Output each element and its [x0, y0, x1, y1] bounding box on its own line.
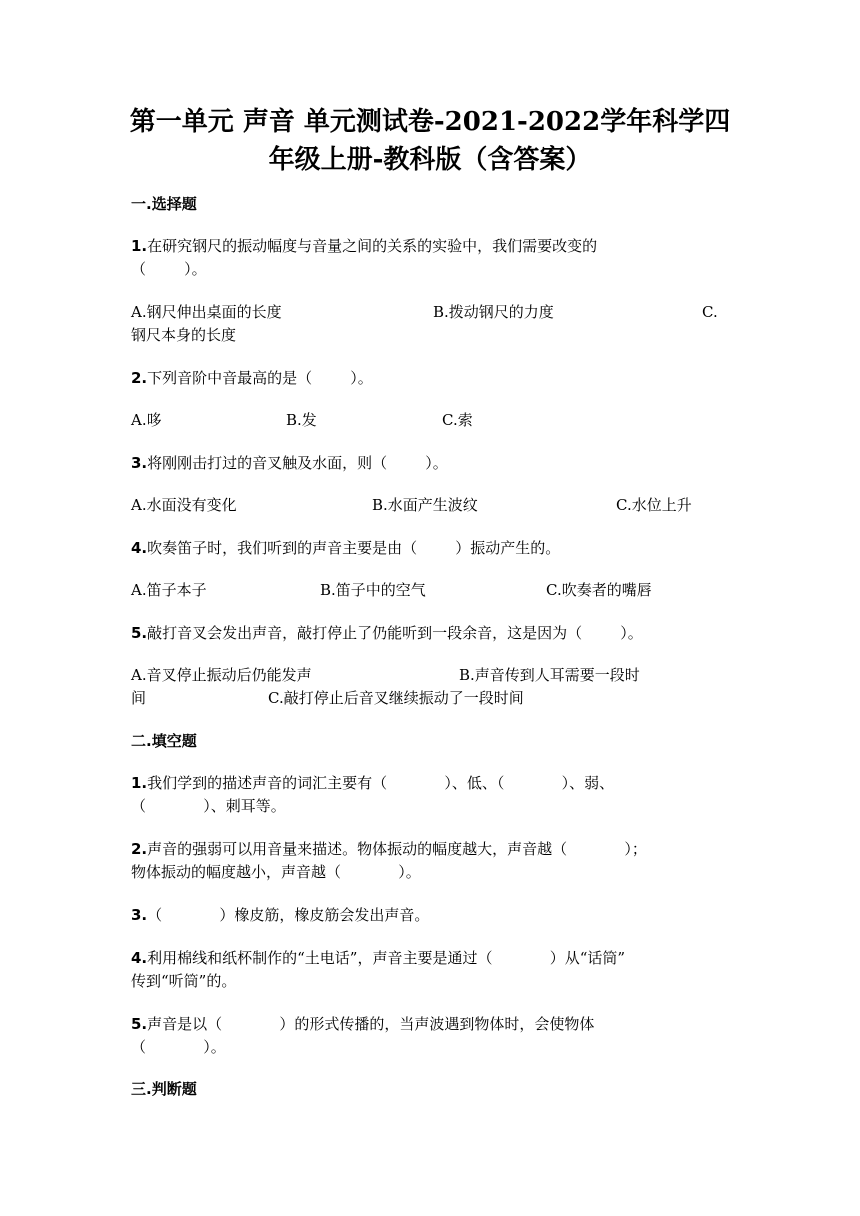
page-title-line-1: 第一单元 声音 单元测试卷-2021-2022学年科学四 [129, 107, 731, 137]
question-number: 2. [131, 840, 148, 858]
question-text: 在研究钢尺的振动幅度与音量之间的关系的实验中，我们需要改变的 [147, 237, 598, 255]
choice-q2-option-a: A.哆 [131, 411, 162, 429]
choice-q1-option-a: A.钢尺伸出桌面的长度 [131, 303, 282, 321]
choice-q3-option-c: C.水位上升 [616, 496, 692, 514]
choice-q5-option-c: C.敲打停止后音叉继续振动了一段时间 [268, 689, 524, 707]
choice-q3-option-a: A.水面没有变化 [131, 496, 237, 514]
choice-q2-option-c: C.索 [442, 411, 473, 429]
question-text: 敲打音叉会发出声音，敲打停止了仍能听到一段余音，这是因为（ ）。 [147, 624, 643, 642]
question-text: 吹奏笛子时，我们听到的声音主要是由（ ）振动产生的。 [147, 539, 561, 557]
choice-q4-stem [131, 538, 560, 558]
choice-q2-option-b: B.发 [286, 411, 317, 429]
choice-q5-option-a: A.音叉停止振动后仍能发声 [131, 666, 312, 684]
question-text: 我们学到的描述声音的词汇主要有（ ）、低、（ ）、弱、 [147, 774, 615, 792]
choice-q3-option-b: B.水面产生波纹 [372, 496, 478, 514]
question-text: 声音是以（ ）的形式传播的，当声波遇到物体时，会使物体 [147, 1015, 595, 1033]
question-text: 将刚刚击打过的音叉触及水面，则（ ）。 [147, 454, 448, 472]
choice-q1-stem-cont: （ ）。 [131, 260, 207, 278]
fill-q2-line-1 [131, 839, 647, 859]
choice-q1-option-c: C. [702, 303, 718, 321]
section-heading-choice: 一.选择题 [131, 195, 197, 213]
question-text: 声音的强弱可以用音量来描述。物体振动的幅度越大，声音越（ ）； [147, 840, 647, 858]
choice-q4-option-b: B.笛子中的空气 [320, 581, 426, 599]
fill-q4-line-2: 传到“听筒”的。 [131, 972, 237, 990]
question-text: （ ）橡皮筋，橡皮筋会发出声音。 [147, 906, 430, 924]
choice-q3-stem [131, 453, 448, 473]
choice-q4-option-c: C.吹奏者的嘴唇 [546, 581, 652, 599]
page-title-line-2: 年级上册-教科版（含答案） [268, 145, 592, 175]
question-number: 2. [131, 369, 148, 387]
choice-q4-option-a: A.笛子本子 [131, 581, 207, 599]
choice-q1-option-c-cont: 钢尺本身的长度 [131, 326, 237, 344]
choice-q2-stem [131, 368, 373, 388]
section-heading-fill: 二.填空题 [131, 732, 197, 750]
choice-q5-option-b: B.声音传到人耳需要一段时 [459, 666, 640, 684]
question-number: 3. [131, 454, 148, 472]
question-text: 利用棉线和纸杯制作的“土电话”，声音主要是通过（ ）从“话筒” [147, 949, 626, 967]
question-number: 1. [131, 237, 148, 255]
section-heading-judge: 三.判断题 [131, 1080, 197, 1098]
fill-q1-line-2: （ ）、刺耳等。 [131, 797, 286, 815]
question-text: 下列音阶中音最高的是（ ）。 [147, 369, 373, 387]
choice-q5-option-b-cont: 间 [131, 689, 147, 707]
question-number: 4. [131, 539, 148, 557]
question-number: 1. [131, 774, 148, 792]
fill-q5-line-2: （ ）。 [131, 1038, 226, 1056]
fill-q5-line-1 [131, 1014, 594, 1034]
fill-q1-line-1 [131, 773, 614, 793]
question-number: 5. [131, 624, 148, 642]
fill-q2-line-2: 物体振动的幅度越小，声音越（ ）。 [131, 863, 421, 881]
choice-q1-option-b: B.拨动钢尺的力度 [433, 303, 554, 321]
choice-q5-stem [131, 623, 643, 643]
question-number: 3. [131, 906, 148, 924]
question-number: 5. [131, 1015, 148, 1033]
fill-q3-line-1 [131, 905, 429, 925]
choice-q1-stem [131, 236, 597, 256]
question-number: 4. [131, 949, 148, 967]
fill-q4-line-1 [131, 948, 625, 968]
